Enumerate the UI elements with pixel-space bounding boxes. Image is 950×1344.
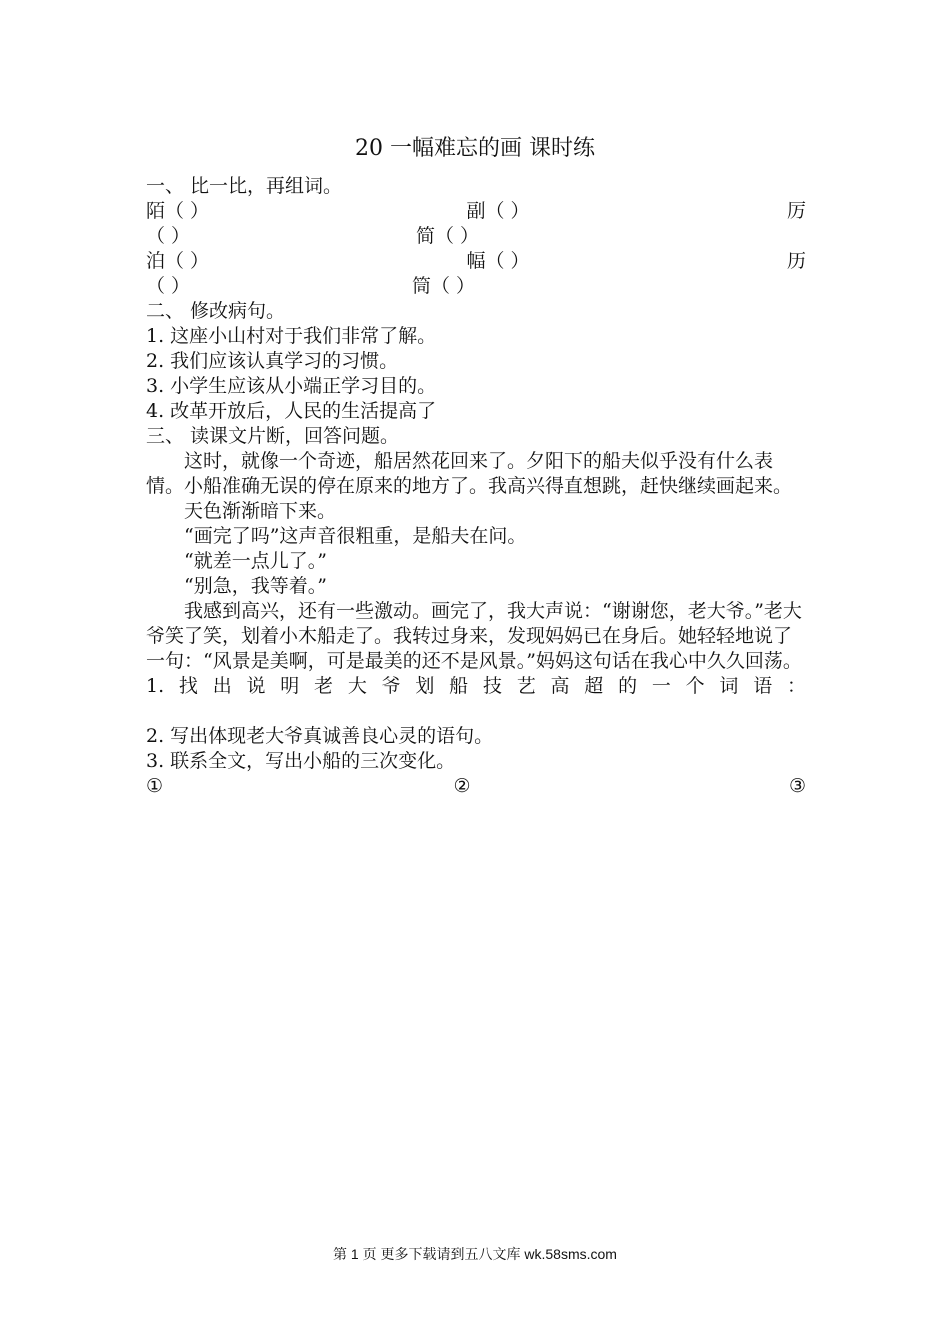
- sentence-item: 1. 这座小山村对于我们非常了解。: [146, 325, 437, 347]
- question-char: 说: [246, 675, 266, 697]
- passage-paragraph: 天色渐渐暗下来。: [184, 500, 337, 522]
- circled-number: ③: [788, 775, 806, 797]
- question-3: 3. 联系全文，写出小船的三次变化。: [146, 750, 456, 772]
- question-char: 划: [415, 675, 435, 697]
- compare-row-3: [146, 249, 806, 274]
- compare-item: 历: [786, 250, 806, 272]
- answer-blank: [146, 699, 806, 724]
- compare-row-2: [146, 224, 806, 249]
- question-char: 1.: [146, 675, 165, 697]
- section2-heading: 二、 修改病句。: [146, 300, 286, 322]
- question-char: ：: [786, 675, 806, 697]
- question-char: 找: [178, 675, 198, 697]
- passage-paragraph: 我感到高兴，还有一些激动。画完了，我大声说：“谢谢您，老大爷。”老大爷笑了笑，划着小木船走了。我转过身来，发现妈妈已在身后。她轻轻地说了一句：“风景是美啊，可是最美的还不是风景。”妈妈这句话在我心中久久回荡。: [146, 600, 802, 672]
- question-2: 2. 写出体现老大爷真诚善良心灵的语句。: [146, 725, 494, 747]
- passage-paragraph: “别急，我等着。”: [184, 575, 327, 597]
- question-char: 技: [482, 675, 502, 697]
- sentence-item: 4. 改革开放后，人民的生活提高了: [146, 400, 437, 422]
- page-title: 20 一幅难忘的画 课时练: [355, 136, 595, 161]
- compare-item: 筒（ ）: [412, 275, 476, 297]
- question-char: 的: [618, 675, 638, 697]
- question-char: 超: [584, 675, 604, 697]
- question-char: 大: [347, 675, 367, 697]
- question-char: 个: [685, 675, 705, 697]
- question-char: 爷: [381, 675, 401, 697]
- worksheet-content: [146, 174, 806, 799]
- question-char: 明: [280, 675, 300, 697]
- compare-item: 幅（ ）: [466, 250, 530, 272]
- question-char: 出: [212, 675, 232, 697]
- compare-row-4: [146, 274, 806, 299]
- compare-item: 泊（ ）: [146, 250, 210, 272]
- page-footer: 第 1 页 更多下载请到五八文库 wk.58sms.com: [333, 1246, 617, 1262]
- circled-number: ①: [146, 775, 164, 797]
- question-char: 老: [314, 675, 334, 697]
- passage-paragraph: “画完了吗”这声音很粗重，是船夫在问。: [184, 525, 527, 547]
- question-char: 词: [719, 675, 739, 697]
- compare-item: 副（ ）: [466, 200, 530, 222]
- compare-item: 陌（ ）: [146, 200, 210, 222]
- passage-paragraph: 这时，就像一个奇迹，船居然花回来了。夕阳下的船夫似乎没有什么表情。小船准确无误的停在原来的地方了。我高兴得直想跳，赶快继续画起来。: [146, 450, 793, 497]
- section1-heading: 一、 比一比，再组词。: [146, 175, 343, 197]
- change-markers: [146, 774, 806, 799]
- sentence-item: 3. 小学生应该从小端正学习目的。: [146, 375, 437, 397]
- question-char: 船: [449, 675, 469, 697]
- question-char: 高: [550, 675, 570, 697]
- compare-item: （ ）: [146, 275, 191, 297]
- compare-item: （ ）: [146, 225, 191, 247]
- question-char: 语: [753, 675, 773, 697]
- circled-number: ②: [453, 775, 471, 797]
- passage-paragraph: “就差一点儿了。”: [184, 550, 327, 572]
- question-1: [146, 674, 806, 699]
- section3-heading: 三、 读课文片断，回答问题。: [146, 425, 400, 447]
- sentence-item: 2. 我们应该认真学习的习惯。: [146, 350, 399, 372]
- compare-row-1: [146, 199, 806, 224]
- compare-item: 厉: [786, 200, 806, 222]
- compare-item: 简（ ）: [416, 225, 480, 247]
- question-char: 艺: [516, 675, 536, 697]
- question-char: 一: [651, 675, 671, 697]
